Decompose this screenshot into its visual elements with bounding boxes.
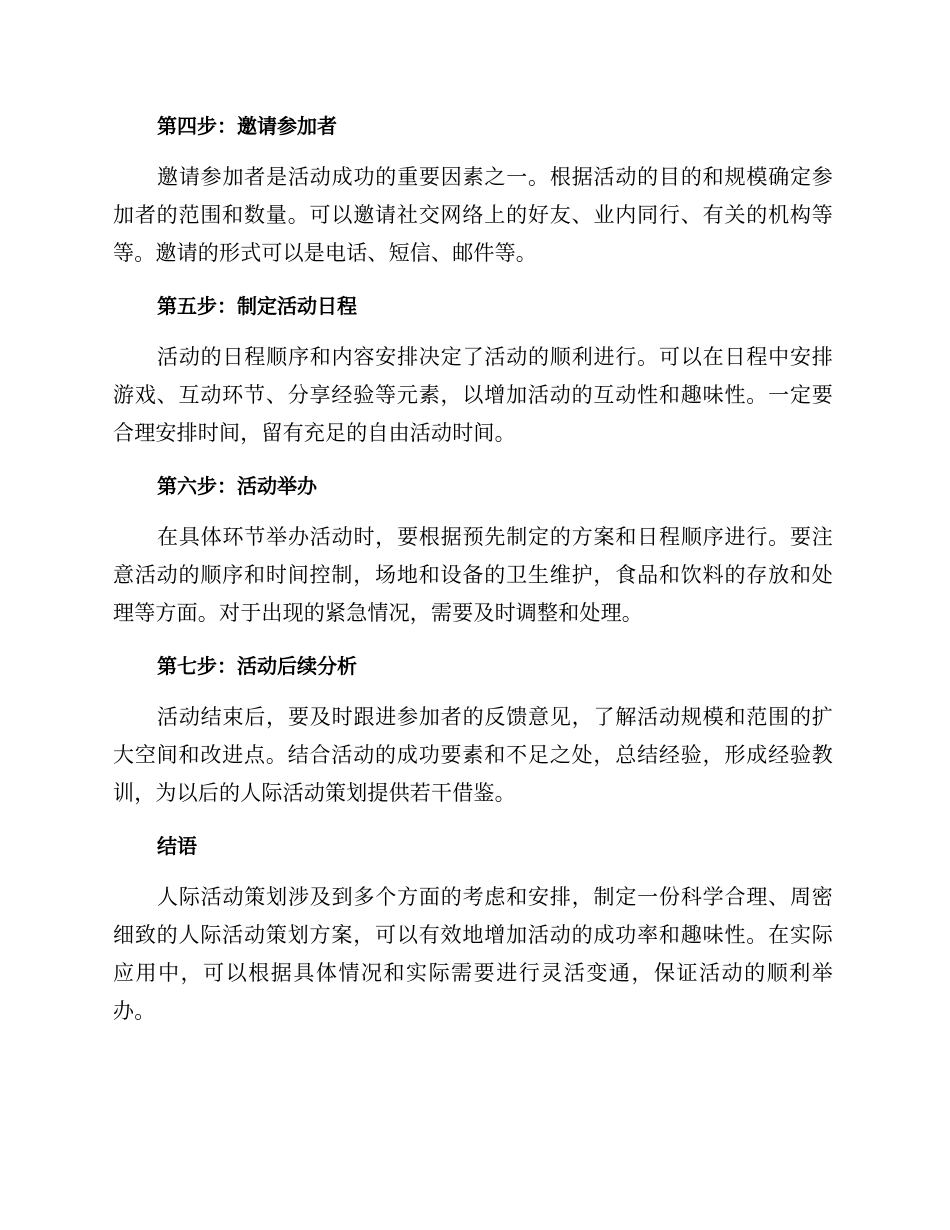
text-line: 在具体环节举办活动时，要根据预先制定的方案和日程顺序进行。要注: [157, 525, 833, 549]
paragraph-step-five: [113, 338, 833, 452]
paragraph-step-four: [113, 158, 833, 272]
text-line: 游戏、互动环节、分享经验等元素，以增加活动的互动性和趣味性。一定要: [113, 383, 833, 407]
text-line: 应用中，可以根据具体情况和实际需要进行灵活变通，保证活动的顺利举: [113, 961, 833, 985]
text-line: 加者的范围和数量。可以邀请社交网络上的好友、业内同行、有关的机构等: [113, 203, 833, 227]
text-line: 意活动的顺序和时间控制，场地和设备的卫生维护，食品和饮料的存放和处: [113, 563, 833, 587]
paragraph-step-seven: [113, 698, 833, 812]
text-line: 合理安排时间，留有充足的自由活动时间。: [113, 421, 516, 445]
heading-step-four: 第四步：邀请参加者: [157, 114, 337, 138]
text-line: 活动的日程顺序和内容安排决定了活动的顺利进行。可以在日程中安排: [157, 345, 833, 369]
text-line: 办。: [113, 999, 156, 1023]
heading-conclusion: 结语: [157, 834, 197, 858]
text-line: 理等方面。对于出现的紧急情况，需要及时调整和处理。: [113, 601, 643, 625]
text-line: 细致的人际活动策划方案，可以有效地增加活动的成功率和趣味性。在实际: [113, 923, 833, 947]
heading-step-five: 第五步：制定活动日程: [157, 294, 357, 318]
heading-step-seven: 第七步：活动后续分析: [157, 654, 357, 678]
text-line: 等。邀请的形式可以是电话、短信、邮件等。: [113, 241, 537, 265]
text-line: 活动结束后，要及时跟进参加者的反馈意见，了解活动规模和范围的扩: [157, 705, 833, 729]
text-line: 大空间和改进点。结合活动的成功要素和不足之处，总结经验，形成经验教: [113, 743, 833, 767]
text-line: 训，为以后的人际活动策划提供若干借鉴。: [113, 781, 516, 805]
text-line: 人际活动策划涉及到多个方面的考虑和安排，制定一份科学合理、周密: [157, 885, 833, 909]
document-page: [113, 108, 833, 1046]
heading-step-six: 第六步：活动举办: [157, 474, 317, 498]
paragraph-conclusion: [113, 878, 833, 1030]
paragraph-step-six: [113, 518, 833, 632]
text-line: 邀请参加者是活动成功的重要因素之一。根据活动的目的和规模确定参: [157, 165, 833, 189]
